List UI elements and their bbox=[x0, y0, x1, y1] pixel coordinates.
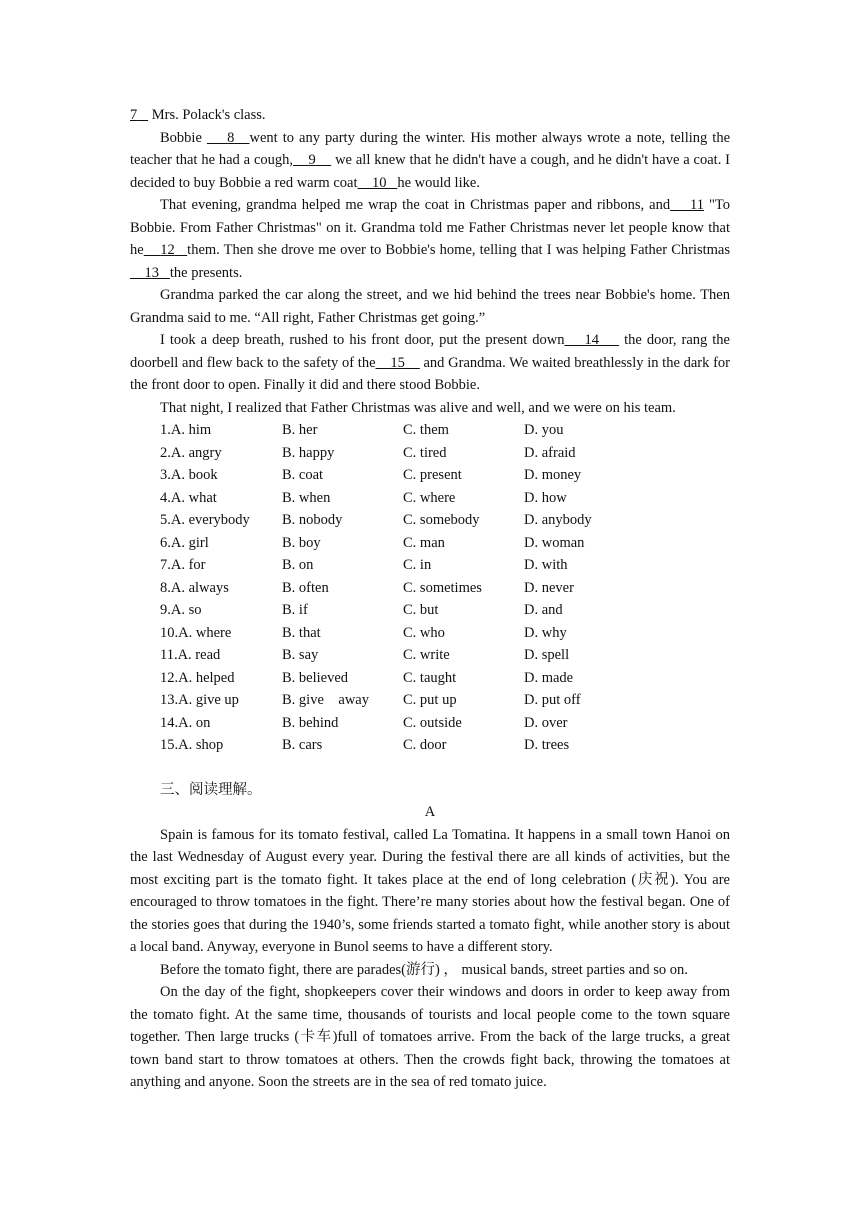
option-a: 8.A. always bbox=[160, 579, 229, 596]
class-line bbox=[130, 104, 730, 127]
option-b: B. her bbox=[282, 422, 318, 438]
option-d: D. with bbox=[524, 557, 568, 573]
option-row bbox=[130, 532, 730, 555]
option-d: D. put off bbox=[524, 692, 581, 708]
part-label: A bbox=[424, 804, 436, 820]
paragraph-1: Bobbie 8 went to any party during the winter. His mother always wrote a note, telling the teacher that he had a cough, 9 we all knew that he didn't have a cough, and he didn't have a coat. I decided to buy Bobbie a red warm coat 10 he would like. bbox=[130, 129, 731, 191]
option-row bbox=[130, 442, 730, 465]
option-b: B. boy bbox=[282, 534, 321, 551]
reading-paragraph-1: Spain is famous for its tomato festival, called La Tomatina. It happens in a small town Hanoi on the last Wednesday of August every year. During the festival there are all kinds of activities, but the most exciting part is the tomato fight. It takes place at the end of long celebration (庆祝). You are encouraged to throw tomatoes in the fight. There’re many stories about how the festival began. One of the stories goes that during the 1940’s, some friends started a tomato fight, while another story is about a local band. Anyway, everyone in Bunol seems to have a different story. bbox=[130, 826, 730, 955]
option-a: 4.A. what bbox=[160, 489, 217, 506]
option-c: C. tired bbox=[403, 444, 447, 461]
option-row bbox=[130, 644, 730, 667]
option-row bbox=[130, 487, 730, 510]
option-row bbox=[130, 667, 730, 690]
option-row bbox=[130, 689, 730, 712]
blank-10: 10 bbox=[372, 174, 387, 191]
option-d: D. why bbox=[524, 624, 567, 641]
option-a: 11.A. read bbox=[160, 647, 221, 663]
option-a: 5.A. everybody bbox=[160, 512, 250, 528]
option-row bbox=[130, 577, 730, 600]
blank-11: 11 bbox=[690, 197, 705, 213]
option-c: C. where bbox=[403, 489, 456, 506]
option-b: B. give away bbox=[282, 692, 369, 708]
option-d: D. afraid bbox=[524, 444, 576, 461]
option-c: C. sometimes bbox=[403, 579, 482, 596]
option-b: B. say bbox=[282, 647, 319, 663]
section-heading: 三、阅读理解。 bbox=[160, 781, 262, 798]
blank-14: 14 bbox=[584, 332, 600, 348]
option-d: D. over bbox=[524, 714, 568, 731]
blank-9: 9 bbox=[308, 152, 316, 168]
document-page bbox=[130, 104, 730, 1094]
option-a: 7.A. for bbox=[160, 557, 206, 573]
option-b: B. believed bbox=[282, 669, 349, 686]
option-b: B. often bbox=[282, 579, 329, 596]
option-a: 10.A. where bbox=[160, 624, 232, 641]
option-d: D. you bbox=[524, 422, 564, 438]
option-c: C. them bbox=[403, 422, 449, 438]
option-a: 14.A. on bbox=[160, 714, 211, 731]
option-d: D. money bbox=[524, 467, 582, 483]
option-a: 13.A. give up bbox=[160, 692, 239, 708]
option-c: C. present bbox=[403, 467, 462, 483]
option-b: B. nobody bbox=[282, 512, 343, 528]
paragraph-5: That night, I realized that Father Christmas was alive and well, and we were on his team. bbox=[160, 399, 676, 416]
option-row bbox=[130, 622, 730, 645]
option-row bbox=[130, 712, 730, 735]
option-c: C. man bbox=[403, 534, 445, 551]
option-d: D. how bbox=[524, 489, 567, 506]
option-c: C. somebody bbox=[403, 512, 480, 528]
paragraph-3: Grandma parked the car along the street, and we hid behind the trees near Bobbie's home. Then Grandma said to me. “All right, Father Christmas get going.” bbox=[130, 287, 730, 326]
option-b: B. happy bbox=[282, 444, 335, 461]
options-list bbox=[130, 419, 730, 757]
option-c: C. outside bbox=[403, 714, 462, 731]
blank-15: 15 bbox=[390, 354, 405, 371]
option-d: D. spell bbox=[524, 647, 570, 663]
option-row bbox=[130, 419, 730, 442]
option-d: D. never bbox=[524, 579, 574, 596]
option-row bbox=[130, 734, 730, 757]
option-row bbox=[130, 599, 730, 622]
option-b: B. on bbox=[282, 557, 314, 573]
option-d: D. and bbox=[524, 602, 563, 618]
blank-7: 7 bbox=[130, 107, 138, 123]
option-c: C. write bbox=[403, 647, 450, 663]
option-a: 6.A. girl bbox=[160, 534, 209, 551]
option-c: C. taught bbox=[403, 669, 457, 686]
paragraph-4: I took a deep breath, rushed to his front door, put the present down 14 the door, rang the doorbell and flew back to the safety of the 15 and Grandma. We waited breathlessly in the dark for the front door to open. Finally it did and there stood Bobbie. bbox=[130, 332, 731, 393]
option-b: B. that bbox=[282, 624, 321, 641]
blank-8: 8 bbox=[227, 129, 235, 146]
option-a: 2.A. angry bbox=[160, 444, 222, 461]
option-b: B. coat bbox=[282, 467, 324, 483]
option-a: 15.A. shop bbox=[160, 737, 224, 753]
option-b: B. behind bbox=[282, 714, 339, 731]
option-a: 3.A. book bbox=[160, 467, 218, 483]
option-c: C. who bbox=[403, 624, 445, 641]
blank-12: 12 bbox=[160, 242, 175, 258]
option-c: C. door bbox=[403, 737, 447, 753]
option-c: C. put up bbox=[403, 692, 457, 708]
option-b: B. if bbox=[282, 602, 308, 618]
reading-paragraph-3: On the day of the fight, shopkeepers cover their windows and doors in order to keep away from the tomato fight. At the same time, thousands of tourists and local people come to the town square together. Then large trucks (卡车)full of tomatoes arrive. From the back of the large trucks, a great town band start to throw tomatoes at others. Then the crowds fight back, throwing the tomatoes at anything and anyone. Soon the streets are in the sea of red tomato juice. bbox=[130, 984, 730, 1090]
option-b: B. when bbox=[282, 489, 331, 506]
option-row bbox=[130, 509, 730, 532]
option-b: B. cars bbox=[282, 737, 323, 753]
option-d: D. anybody bbox=[524, 512, 592, 528]
option-c: C. in bbox=[403, 557, 432, 573]
reading-paragraph-2: Before the tomato fight, there are parades(游行) ， musical bands, street parties and so on. bbox=[160, 961, 688, 978]
option-c: C. but bbox=[403, 602, 439, 618]
option-d: D. made bbox=[524, 669, 574, 686]
blank-13: 13 bbox=[144, 264, 159, 281]
option-row bbox=[130, 554, 730, 577]
option-row bbox=[130, 464, 730, 487]
paragraph-2: That evening, grandma helped me wrap the coat in Christmas paper and ribbons, and 11 "To Bobbie. From Father Christmas" on it. Grandma told me Father Christmas never let people know that he 12 them. Then she drove me over to Bobbie's home, telling that I was helping Father Christmas 13 the presents. bbox=[130, 197, 731, 281]
option-d: D. woman bbox=[524, 534, 585, 551]
option-d: D. trees bbox=[524, 737, 570, 753]
option-a: 1.A. him bbox=[160, 422, 212, 438]
option-a: 12.A. helped bbox=[160, 669, 235, 686]
class-text: Mrs. Polack's class. bbox=[151, 107, 266, 123]
option-a: 9.A. so bbox=[160, 602, 202, 618]
